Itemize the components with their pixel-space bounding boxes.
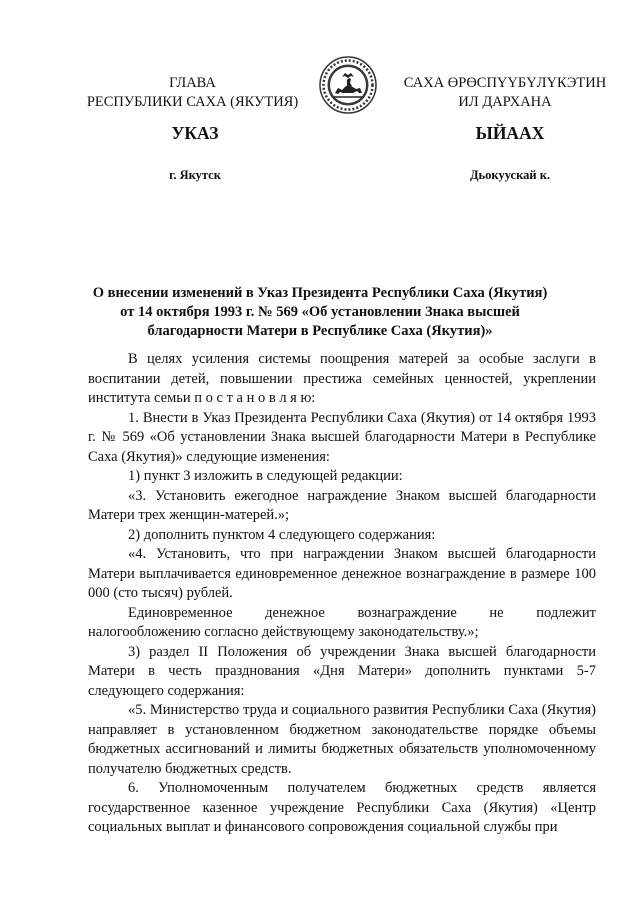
paragraph-item-6: 6. Уполномоченным получателем бюджетных средств является государственное казенное учреждение Республики Саха (Якутия) «Центр социальных выплат и финансового сопровождения социальной службы при xyxy=(88,780,596,835)
doc-type-russian: УКАЗ xyxy=(171,123,219,143)
issuer-title-yakut-line1: САХА ӨРӨСПҮҮБҮЛҮКЭТИН xyxy=(403,75,607,91)
paragraph-preamble: В целях усиления системы поощрения матерей за особые заслуги в воспитании детей, повышении престижа семейных ценностей, укреплении института семьи п о с т а н о в л я ю: xyxy=(88,351,596,406)
place-yakut: Дьокуускай к. xyxy=(469,168,551,182)
paragraph-subitem-1: 1) пункт 3 изложить в следующей редакции: xyxy=(128,468,403,484)
issuer-title-yakut-line2: ИЛ ДАРХАНА xyxy=(458,94,552,110)
emblem-icon xyxy=(318,55,378,115)
paragraph-item-1: 1. Внести в Указ Президента Республики Саха (Якутия) от 14 октября 1993 г. № 569 «Об установлении Знака высшей благодарности Матери в Республике Саха (Якутия)» следующие изменения: xyxy=(88,409,596,465)
document-title-line2: от 14 октября 1993 г. № 569 «Об установлении Знака высшей xyxy=(120,304,520,320)
paragraph-quote-4: «4. Установить, что при награждении Знаком высшей благодарности Матери выплачивается единовременное денежное вознаграждение в размере 100 000 (сто тысяч) рублей. xyxy=(88,546,596,601)
paragraph-subitem-3: 3) раздел II Положения об учреждении Знака высшей благодарности Матери в честь празднования «Дня Матери» дополнить пунктами 5-7 следующего содержания: xyxy=(88,643,596,699)
document-title xyxy=(60,284,580,341)
issuer-title-line2: РЕСПУБЛИКИ САХА (ЯКУТИЯ) xyxy=(86,94,299,110)
paragraph-tax-exempt: Единовременное денежное вознаграждение не подлежит налогообложению согласно действующему законодательству.»; xyxy=(88,604,596,640)
place-russian: г. Якутск xyxy=(169,168,221,182)
issuer-title-line1: ГЛАВА xyxy=(169,75,216,91)
document-body xyxy=(88,350,596,838)
paragraph-subitem-2: 2) дополнить пунктом 4 следующего содержания: xyxy=(128,526,436,543)
paragraph-quote-3: «3. Установить ежегодное награждение Знаком высшей благодарности Матери трех женщин-матерей.»; xyxy=(88,487,596,523)
coat-of-arms-emblem xyxy=(318,55,378,115)
paragraph-quote-5: «5. Министерство труда и социального развития Республики Саха (Якутия) направляет в установленном бюджетном законодательстве порядке объемы бюджетных ассигнований и лимиты бюджетных обязательств уполномоченному получателю бюджетных средств. xyxy=(88,702,596,777)
document-title-line3: благодарности Матери в Республике Саха (Якутия)» xyxy=(147,323,493,339)
document-title-line1: О внесении изменений в Указ Президента Республики Саха (Якутия) xyxy=(92,285,548,301)
doc-type-yakut: ЫЙААХ xyxy=(475,123,545,143)
issuer-title-yakut xyxy=(385,74,625,112)
issuer-title-russian xyxy=(70,74,315,112)
